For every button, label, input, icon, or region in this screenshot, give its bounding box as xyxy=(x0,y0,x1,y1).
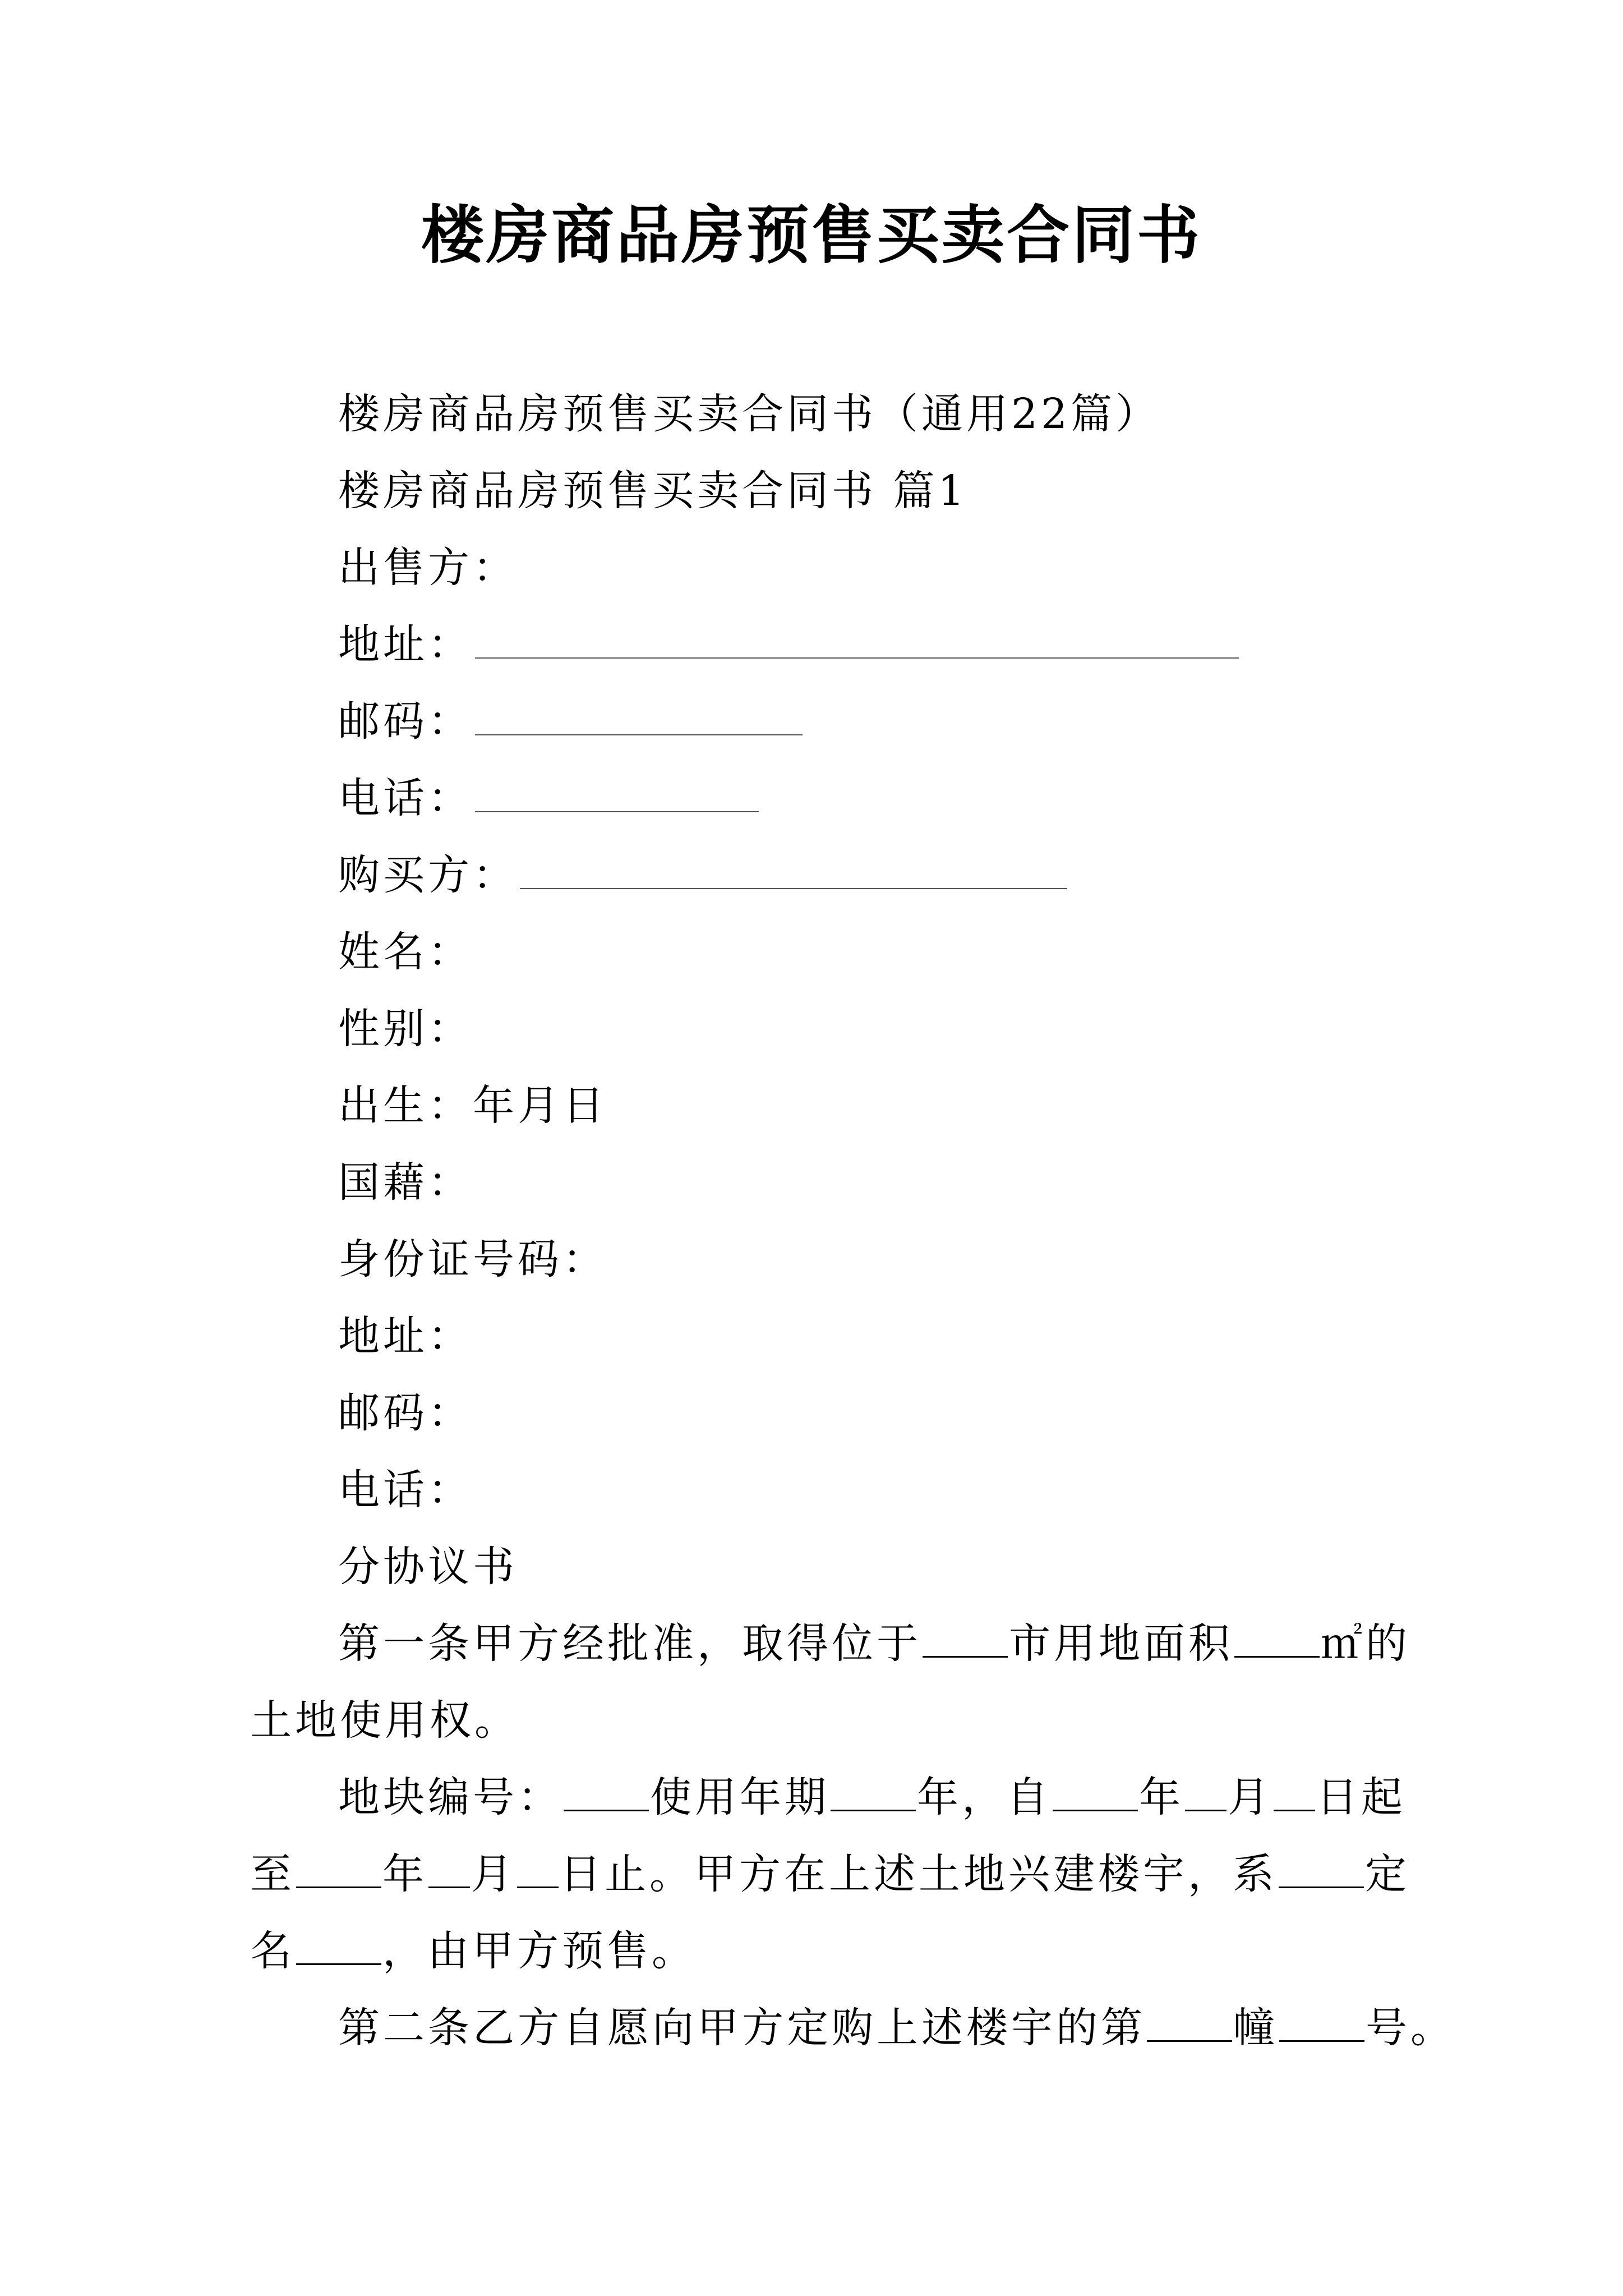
plot-text-f: 日起 xyxy=(1316,1773,1406,1821)
plot-text-g: 至 xyxy=(250,1850,295,1898)
plot-blank-number xyxy=(564,1777,649,1811)
seller-label: 出售方： xyxy=(338,544,518,592)
name-label: 姓名： xyxy=(338,928,473,976)
seller-zip-line xyxy=(250,683,1405,760)
document-title: 楼房商品房预售买卖合同书 xyxy=(421,199,1202,272)
article1-text-c: ㎡的 xyxy=(1321,1619,1410,1668)
seller-address-blank xyxy=(475,622,1239,659)
article2-blank-unit xyxy=(1279,2008,1364,2042)
article1-text-a: 第一条甲方经批准，取得位于 xyxy=(338,1619,921,1668)
plot-text-c: 年，自 xyxy=(917,1773,1052,1821)
seller-zip-blank xyxy=(475,698,803,735)
article2-text-b: 幢 xyxy=(1233,2004,1278,2052)
subtitle-line: 楼房商品房预售买卖合同书（通用22篇） xyxy=(338,390,1161,438)
document-body xyxy=(250,376,1455,2067)
plot-blank-end-year xyxy=(296,1854,381,1888)
plot-text-b: 使用年期 xyxy=(650,1773,829,1821)
buyer-zip-label: 邮码： xyxy=(338,1389,473,1437)
nationality-label: 国藉： xyxy=(338,1158,473,1207)
article1-blank-area xyxy=(1234,1623,1320,1658)
article2-line1 xyxy=(250,1990,1455,2067)
buyer-blank xyxy=(520,852,1067,889)
plot-blank-end-month xyxy=(428,1854,470,1888)
article1-line2: 土地使用权。 xyxy=(250,1696,519,1745)
plot-line3 xyxy=(250,1913,1405,1990)
plot-text-i: 月 xyxy=(471,1850,516,1898)
plot-blank-start-day xyxy=(1274,1777,1315,1811)
section-heading: 楼房商品房预售买卖合同书 篇1 xyxy=(338,467,968,515)
buyer-line xyxy=(250,837,1405,914)
plot-blank-end-day xyxy=(517,1854,559,1888)
article1-text-b: 市用地面积 xyxy=(1009,1619,1233,1668)
plot-text-m: ，由甲方预售。 xyxy=(382,1927,697,1975)
agreement-heading: 分协议书 xyxy=(338,1543,518,1591)
plot-line1 xyxy=(250,1759,1405,1836)
seller-phone-blank xyxy=(475,775,759,812)
plot-line2 xyxy=(250,1836,1410,1913)
seller-phone-line xyxy=(250,760,1405,837)
plot-text-j: 日止。甲方在上述土地兴建楼宇，系 xyxy=(560,1850,1278,1898)
birth-label: 出生：年月日 xyxy=(338,1082,607,1130)
id-number-label: 身份证号码： xyxy=(338,1235,607,1283)
seller-zip-label: 邮码： xyxy=(338,697,473,746)
seller-phone-label: 电话： xyxy=(338,774,473,822)
plot-blank-years xyxy=(831,1777,916,1811)
article1-blank-city xyxy=(923,1623,1008,1658)
plot-blank-type xyxy=(1279,1854,1364,1888)
article2-text-c: 号。 xyxy=(1366,2004,1455,2052)
plot-blank-name xyxy=(296,1931,381,1965)
plot-blank-start-year xyxy=(1053,1777,1138,1811)
gender-label: 性别： xyxy=(338,1005,473,1053)
plot-text-l: 名 xyxy=(250,1927,295,1975)
seller-address-label: 地址： xyxy=(338,620,473,669)
buyer-address-label: 地址： xyxy=(338,1312,473,1360)
article2-blank-building xyxy=(1147,2008,1232,2042)
article2-text-a: 第二条乙方自愿向甲方定购上述楼宇的第 xyxy=(338,2004,1146,2052)
article1-line1 xyxy=(250,1605,1410,1682)
plot-text-e: 月 xyxy=(1228,1773,1272,1821)
plot-text-h: 年 xyxy=(382,1850,427,1898)
plot-text-d: 年 xyxy=(1139,1773,1184,1821)
seller-address-line xyxy=(250,606,1405,683)
buyer-phone-label: 电话： xyxy=(338,1466,473,1514)
plot-text-a: 地块编号： xyxy=(338,1773,562,1821)
plot-text-k: 定 xyxy=(1365,1850,1410,1898)
plot-blank-start-month xyxy=(1185,1777,1227,1811)
buyer-label: 购买方： xyxy=(338,851,518,899)
